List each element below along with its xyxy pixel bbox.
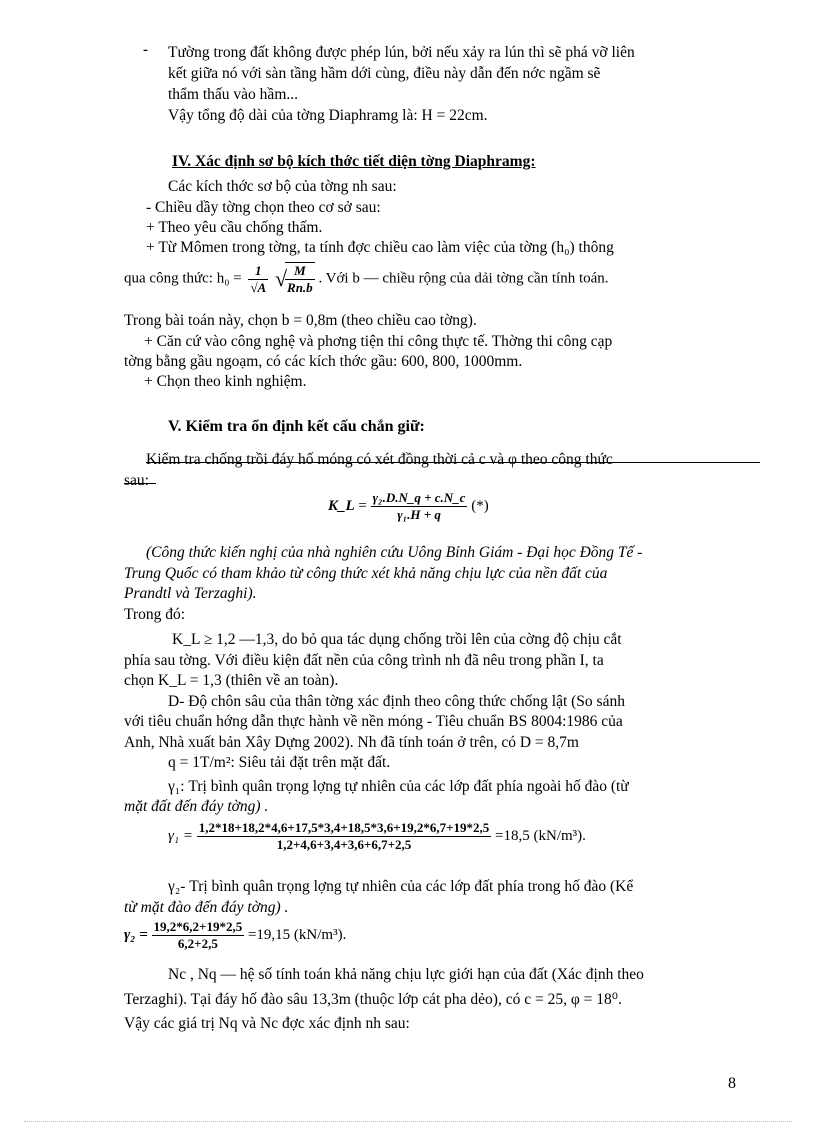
- text-line: Vậy tổng độ dài của tờng Diaphramg là: H = 22cm.: [168, 107, 488, 124]
- text-line: + Từ Mômen trong tờng, ta tính đợc chiều cao làm việc của tờng (h₀) thông: [146, 239, 614, 256]
- text-line: γ₂- Trị bình quân trọng lợng tự nhiên của các lớp đất phía trong hố đào (Kể: [168, 878, 634, 895]
- strike-line: [124, 483, 156, 484]
- formula-gamma2: γ₂ = $\frac{19,2*6,2+19*2,5}{6,2+2,5}$ =19,15 (kN/m³).: [124, 919, 347, 951]
- text-line: (Công thức kiến nghị của nhà nghiên cứu Uông Bỉnh Giám - Đại học Đồng Tế -: [146, 544, 643, 561]
- text-line: Vậy các giá trị Nq và Nc đợc xác định nh sau:: [124, 1015, 410, 1032]
- text-line: kết giữa nó với sàn tầng hầm dới cùng, điều này dẫn đến nớc ngầm sẽ: [168, 65, 601, 82]
- text-line: tờng bằng gầu ngoạm, có các kích thớc gầu: 600, 800, 1000mm.: [124, 353, 523, 370]
- text-line: với tiêu chuẩn hớng dẫn thực hành về nền móng - Tiêu chuẩn BS 8004:1986 của: [124, 713, 623, 730]
- text-line: mặt đất đến đáy tờng) .: [124, 798, 269, 815]
- text-line: thẩm thấu vào hầm...: [168, 86, 298, 103]
- text-line: phía sau tờng. Với điều kiện đất nền của công trình nh đã nêu trong phần I, ta: [124, 652, 604, 669]
- text-line: - Chiều dầy tờng chọn theo cơ sở sau:: [146, 199, 381, 216]
- text-line: D- Độ chôn sâu của thân tờng xác định theo công thức chống lật (So sánh: [168, 693, 625, 710]
- text-line: Anh, Nhà xuất bản Xây Dựng 2002). Nh đã tính toán ở trên, có D = 8,7m: [124, 734, 579, 751]
- text-line: Prandtl và Terzaghi).: [124, 585, 257, 602]
- text-line: Tường trong đất không được phép lún, bởi nếu xảy ra lún thì sẽ phá vỡ liên: [168, 44, 635, 61]
- text-line: Trong bài toán này, chọn b = 0,8m (theo chiều cao tờng).: [124, 312, 477, 329]
- text-line: q = 1T/m²: Siêu tải đặt trên mặt đất.: [168, 754, 391, 771]
- bullet-dash: -: [143, 42, 148, 58]
- text-line: + Căn cứ vào công nghệ và phơng tiện thi công thực tế. Thờng thi công cạp: [144, 333, 613, 350]
- footer-divider: [24, 1121, 792, 1122]
- text-line: Trong đó:: [124, 606, 186, 623]
- text-line: Các kích thớc sơ bộ của tờng nh sau:: [168, 178, 397, 195]
- text-line: + Chọn theo kinh nghiệm.: [144, 373, 307, 390]
- text-line: + Theo yêu cầu chống thấm.: [146, 219, 323, 236]
- text-line: chọn K_L = 1,3 (thiên về an toàn).: [124, 672, 339, 689]
- formula-gamma1: γ₁ = $\frac{1,2*18+18,2*4,6+17,5*3,4+18,5*3,6+19,2*6,7+19*2,5}{1,2+4,6+3,4+3,6+6,7+2,5}$ =18,5 (kN/m³).: [168, 820, 586, 852]
- text-line: Terzaghi). Tại đáy hố đào sâu 13,3m (thuộc lớp cát pha dẻo), có c = 25, φ = 18⁰.: [124, 991, 622, 1008]
- page-number: 8: [728, 1075, 736, 1092]
- section-heading-iv: IV. Xác định sơ bộ kích thớc tiết diện tờng Diaphramg:: [172, 153, 536, 170]
- strike-line: [146, 462, 760, 463]
- section-heading-v: V. Kiểm tra ổn định kết cấu chắn giữ:: [168, 418, 425, 435]
- formula-h0: qua công thức: h₀ = $\frac{1}{√A}$ √ $\frac{M}{Rn.b}$ . Với b — chiều rộng của dải tờng cần tính toán.: [124, 262, 609, 295]
- text-line: từ mặt đào đến đáy tờng) .: [124, 899, 289, 916]
- formula-kl: K_L = $\frac{\text{γ₂.D.N\_q + c.N\_c}}{\text{γ₁.H + q}}$ (*): [328, 490, 489, 522]
- text-line: sau:: [124, 472, 149, 489]
- text-line: Nc , Nq — hệ số tính toán khả năng chịu lực giới hạn của đất (Xác định theo: [168, 966, 644, 983]
- text-line: K_L ≥ 1,2 —1,3, do bỏ qua tác dụng chống trồi lên của cờng độ chịu cắt: [172, 631, 622, 648]
- text-line: γ₁: Trị bình quân trọng lợng tự nhiên của các lớp đất phía ngoài hố đào (từ: [168, 778, 629, 795]
- text-line: Trung Quốc có tham khảo từ công thức xét khả năng chịu lực của nền đất của: [124, 565, 608, 582]
- text-line: Kiểm tra chống trồi đáy hố móng có xét đồng thời cả c và φ theo công thức: [146, 451, 613, 468]
